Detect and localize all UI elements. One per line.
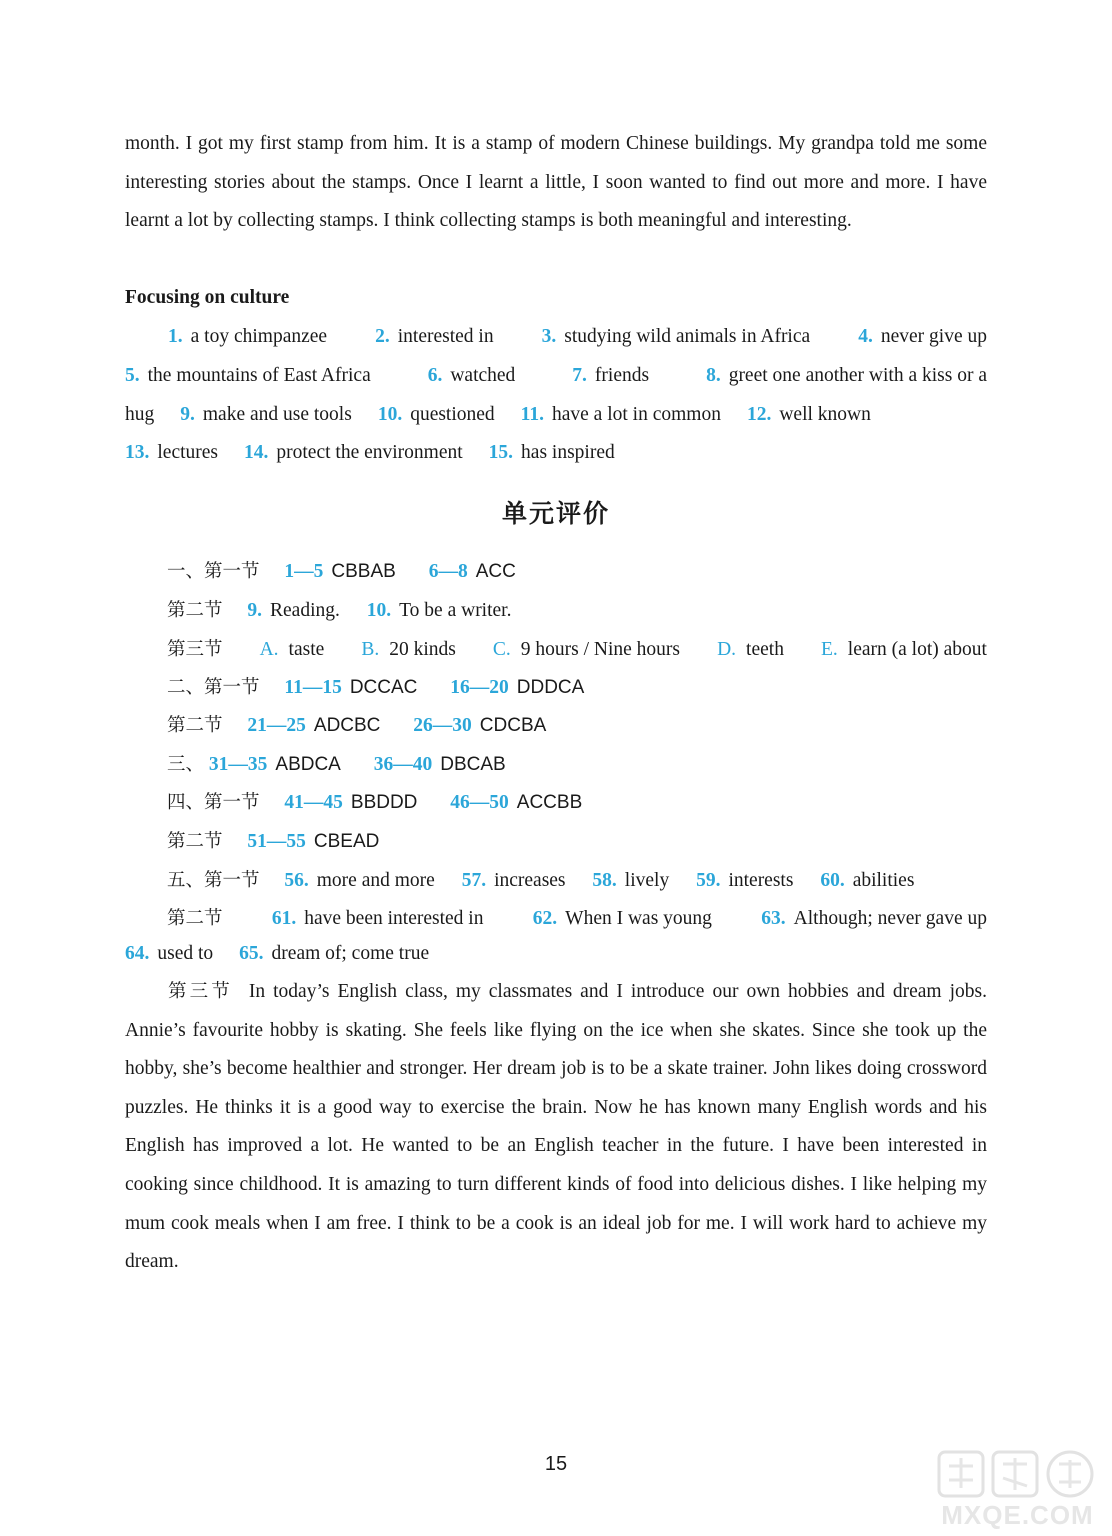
answer-item: 8. greet one another with a kiss or a <box>706 365 987 386</box>
intro-paragraph: month. I got my first stamp from him. It is a stamp of modern Chinese buildings. My grandpa told me some interesting stories about the stamps. Once I learnt a little, I soon wanted to find out more and more. I have learnt a lot by collecting stamps. I think collecting stamps is both meaningful and interesting. <box>125 133 987 232</box>
answer-item: 7. friends <box>572 365 650 386</box>
essay-label: 第三节 <box>168 981 233 1002</box>
answer-item: B. 20 kinds <box>361 639 456 660</box>
answer-item: hug <box>125 404 155 425</box>
answer-item: 5. the mountains of East Africa <box>125 365 371 386</box>
eval-line-8: 第二节 51—55 CBEAD <box>167 831 380 852</box>
answer-item: A. taste <box>259 639 325 660</box>
eval-line-3: 第三节 A. taste B. 20 kinds C. 9 hours / Nine hours D. teeth E. learn (a lot) about <box>167 639 987 660</box>
answer-item: 14. protect the environment <box>244 442 463 463</box>
focusing-row-3 <box>125 404 987 426</box>
answer-item: 15. has inspired <box>488 442 615 463</box>
answer-item: E. learn (a lot) about <box>821 639 987 660</box>
answer-item: 10. questioned <box>377 404 495 425</box>
eval-line-11 <box>125 943 987 965</box>
focusing-row-1 <box>125 326 987 348</box>
essay-text: In today’s English class, my classmates and I introduce our own hobbies and dream jobs. Annie’s favourite hobby is skating. She feels like flying on the ice when she skates. Since she took up the hobby, she’s become healthier and stronger. Her dream job is to be a skate trainer. John likes doing crossword puzzles. He thinks it is a good way to exercise the brain. Now he has known many English words and his English has improved a lot. He wanted to be an English teacher in the future. I have been interested in cooking since childhood. It is amazing to turn different kinds of food into delicious dishes. I like helping my mum cook meals when I am free. I think to be a cook is an ideal job for me. I will work hard to achieve my dream. <box>125 981 987 1273</box>
answer-item: 1. a toy chimpanzee <box>168 326 328 347</box>
watermark-text: MXQE.COM <box>941 1500 1094 1530</box>
eval-line-5: 第二节 21—25 ADCBC 26—30 CDCBA <box>167 715 547 736</box>
page-number: 15 <box>544 1453 568 1475</box>
answer-item: 63. Although; never gave up <box>761 908 987 929</box>
eval-line-6: 三、 31—35 ABDCA 36—40 DBCAB <box>167 754 506 775</box>
answer-item: 65. dream of; come true <box>239 943 430 964</box>
answer-item: 11. have a lot in common <box>520 404 721 425</box>
eval-line-2: 第二节 9. Reading. 10. To be a writer. <box>167 600 512 621</box>
eval-line-1: 一、第一节 1—5 CBBAB 6—8 ACC <box>167 561 516 582</box>
answer-item: 6. watched <box>427 365 516 386</box>
unit-evaluation-title: 单元评价 <box>501 499 610 528</box>
answer-item: 2. interested in <box>375 326 494 347</box>
focusing-row-4 <box>125 442 987 464</box>
answer-item: 3. studying wild animals in Africa <box>541 326 811 347</box>
answer-item: 4. never give up <box>858 326 987 347</box>
answer-item: 9. make and use tools <box>180 404 352 425</box>
eval-line-9: 五、第一节 56. more and more 57. increases 58. lively 59. interests 60. abilities <box>167 870 915 891</box>
answer-item: 12. well known <box>746 404 871 425</box>
eval-line-10: 第二节 61. have been interested in 62. When I was young 63. Although; never gave up <box>167 908 987 929</box>
answer-item: 13. lectures <box>125 442 219 463</box>
essay-paragraph <box>125 973 987 1282</box>
focusing-row-2 <box>125 365 987 387</box>
answer-item: D. teeth <box>717 639 784 660</box>
answer-item: C. 9 hours / Nine hours <box>492 639 681 660</box>
answer-item: 64. used to <box>125 943 214 964</box>
answer-item: 62. When I was young <box>532 908 712 929</box>
eval-line-4: 二、第一节 11—15 DCCAC 16—20 DDDCA <box>167 677 585 698</box>
eval-line-7: 四、第一节 41—45 BBDDD 46—50 ACCBB <box>167 792 583 813</box>
answer-item: 61. have been interested in <box>271 908 484 929</box>
focusing-heading: Focusing on culture <box>125 287 290 308</box>
